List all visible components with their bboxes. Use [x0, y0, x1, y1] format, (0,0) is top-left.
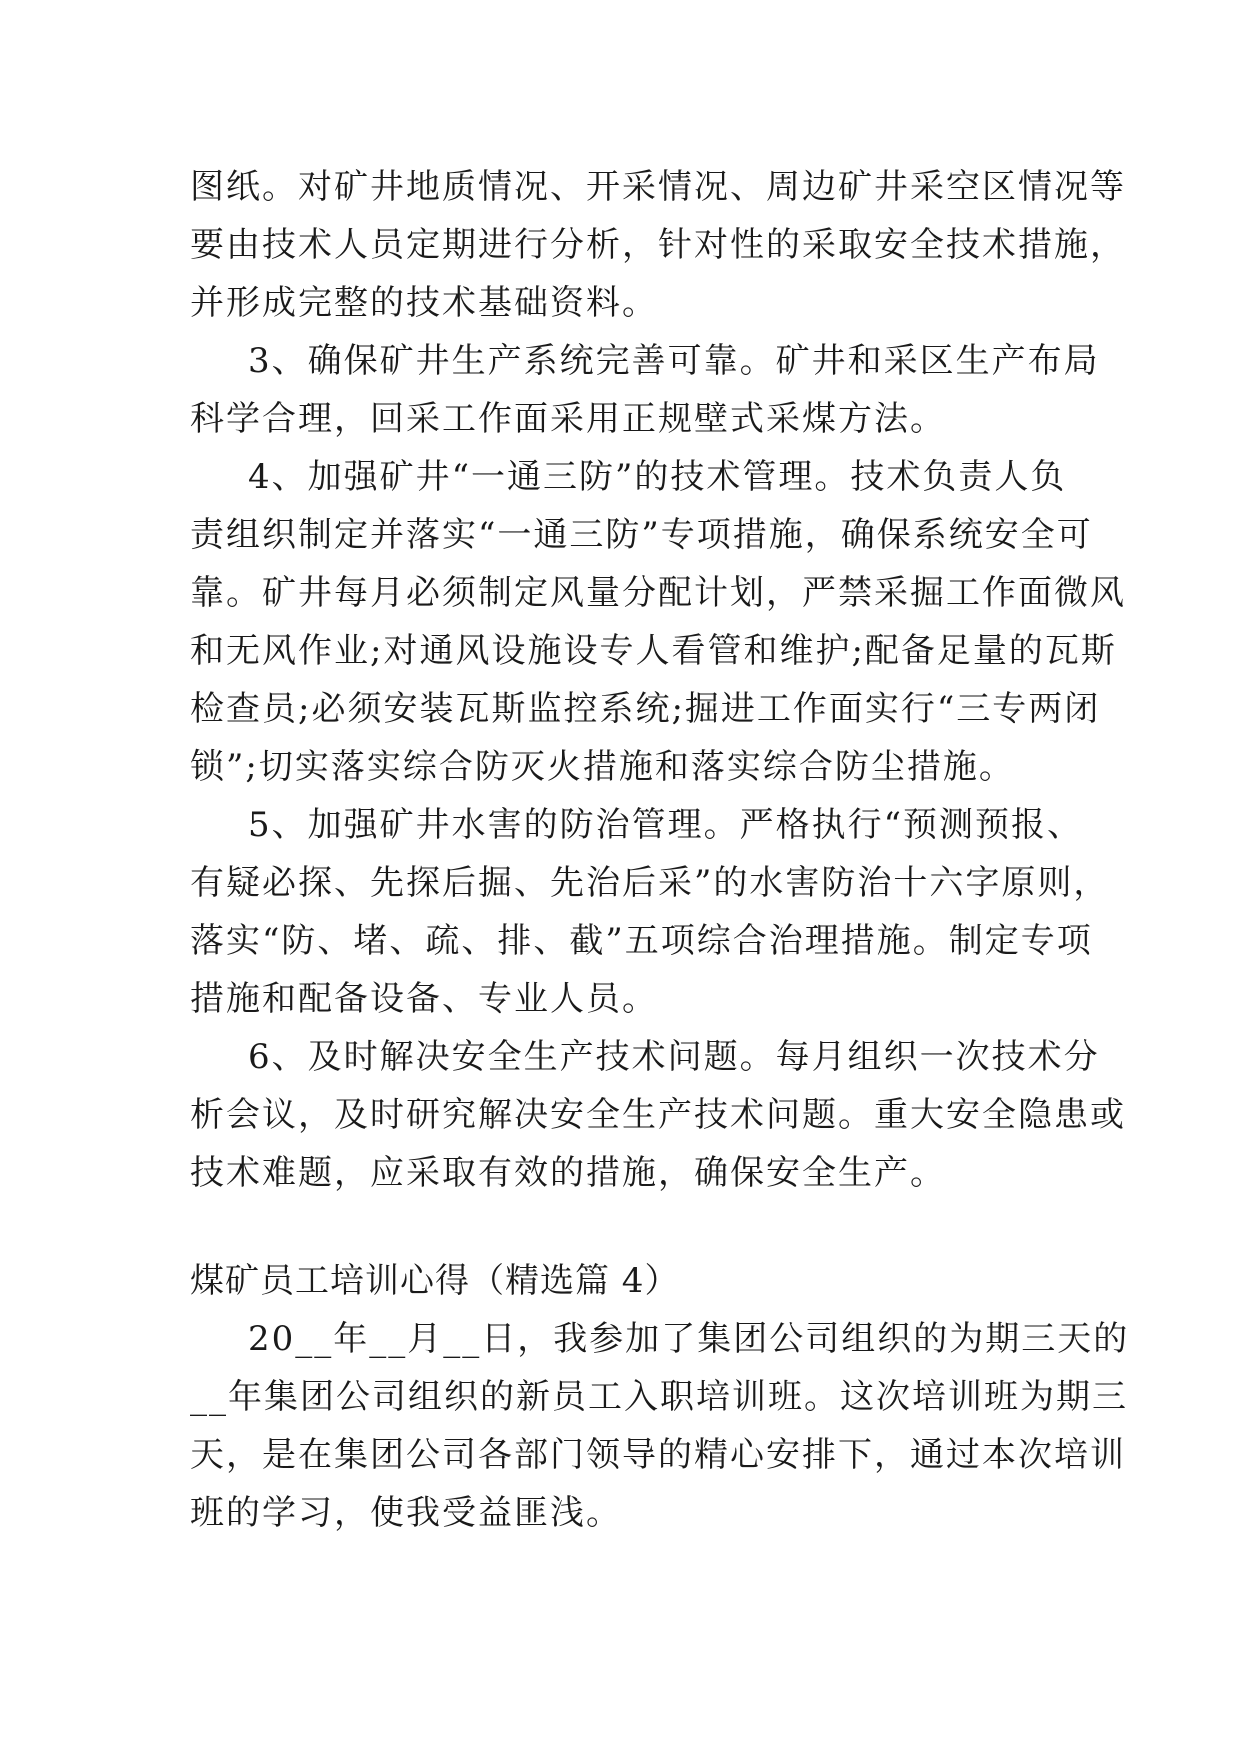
text-line: 图纸。对矿井地质情况、开采情况、周边矿井采空区情况等 [190, 167, 1126, 207]
text-line: 并形成完整的技术基础资料。 [190, 283, 658, 323]
text-line: 4、加强矿井“一通三防”的技术管理。技术负责人负 [248, 457, 1067, 497]
text-line: 责组织制定并落实“一通三防”专项措施，确保系统安全可 [190, 515, 1093, 555]
text-line: 5、加强矿井水害的防治管理。严格执行“预测预报、 [248, 805, 1084, 845]
paragraph-item-3 [190, 332, 1100, 448]
document-body [190, 158, 1130, 1542]
paragraph-item-4 [190, 448, 1126, 796]
text-line: 有疑必探、先探后掘、先治后采”的水害防治十六字原则， [190, 863, 1110, 903]
text-line: 锁”;切实落实综合防灭火措施和落实综合防尘措施。 [190, 747, 1015, 787]
section-spacer [190, 1202, 1050, 1252]
text-line: 和无风作业;对通风设施设专人看管和维护;配备足量的瓦斯 [190, 631, 1117, 671]
text-line: 20__年__月__日，我参加了集团公司组织的为期三天的 [248, 1319, 1130, 1359]
text-line: __年集团公司组织的新员工入职培训班。这次培训班为期三 [190, 1377, 1128, 1417]
paragraph-intro [190, 1310, 1130, 1542]
paragraph-continuation [190, 158, 1126, 332]
text-line: 6、及时解决安全生产技术问题。每月组织一次技术分 [248, 1037, 1100, 1077]
text-line: 3、确保矿井生产系统完善可靠。矿井和采区生产布局 [248, 341, 1100, 381]
text-line: 靠。矿井每月必须制定风量分配计划，严禁采掘工作面微风 [190, 573, 1126, 613]
section-heading: 煤矿员工培训心得（精选篇 4） [190, 1261, 680, 1301]
text-line: 检查员;必须安装瓦斯监控系统;掘进工作面实行“三专两闭 [190, 689, 1101, 729]
text-line: 措施和配备设备、专业人员。 [190, 979, 658, 1019]
section-heading-block [190, 1252, 1050, 1310]
paragraph-item-5 [190, 796, 1110, 1028]
text-line: 析会议，及时研究解决安全生产技术问题。重大安全隐患或 [190, 1095, 1126, 1135]
text-line: 科学合理，回采工作面采用正规壁式采煤方法。 [190, 399, 946, 439]
text-line: 技术难题，应采取有效的措施，确保安全生产。 [190, 1153, 946, 1193]
text-line: 班的学习，使我受益匪浅。 [190, 1493, 622, 1533]
paragraph-item-6 [190, 1028, 1126, 1202]
text-line: 要由技术人员定期进行分析，针对性的采取安全技术措施， [190, 225, 1126, 265]
text-line: 天，是在集团公司各部门领导的精心安排下，通过本次培训 [190, 1435, 1126, 1475]
text-line: 落实“防、堵、疏、排、截”五项综合治理措施。制定专项 [190, 921, 1093, 961]
